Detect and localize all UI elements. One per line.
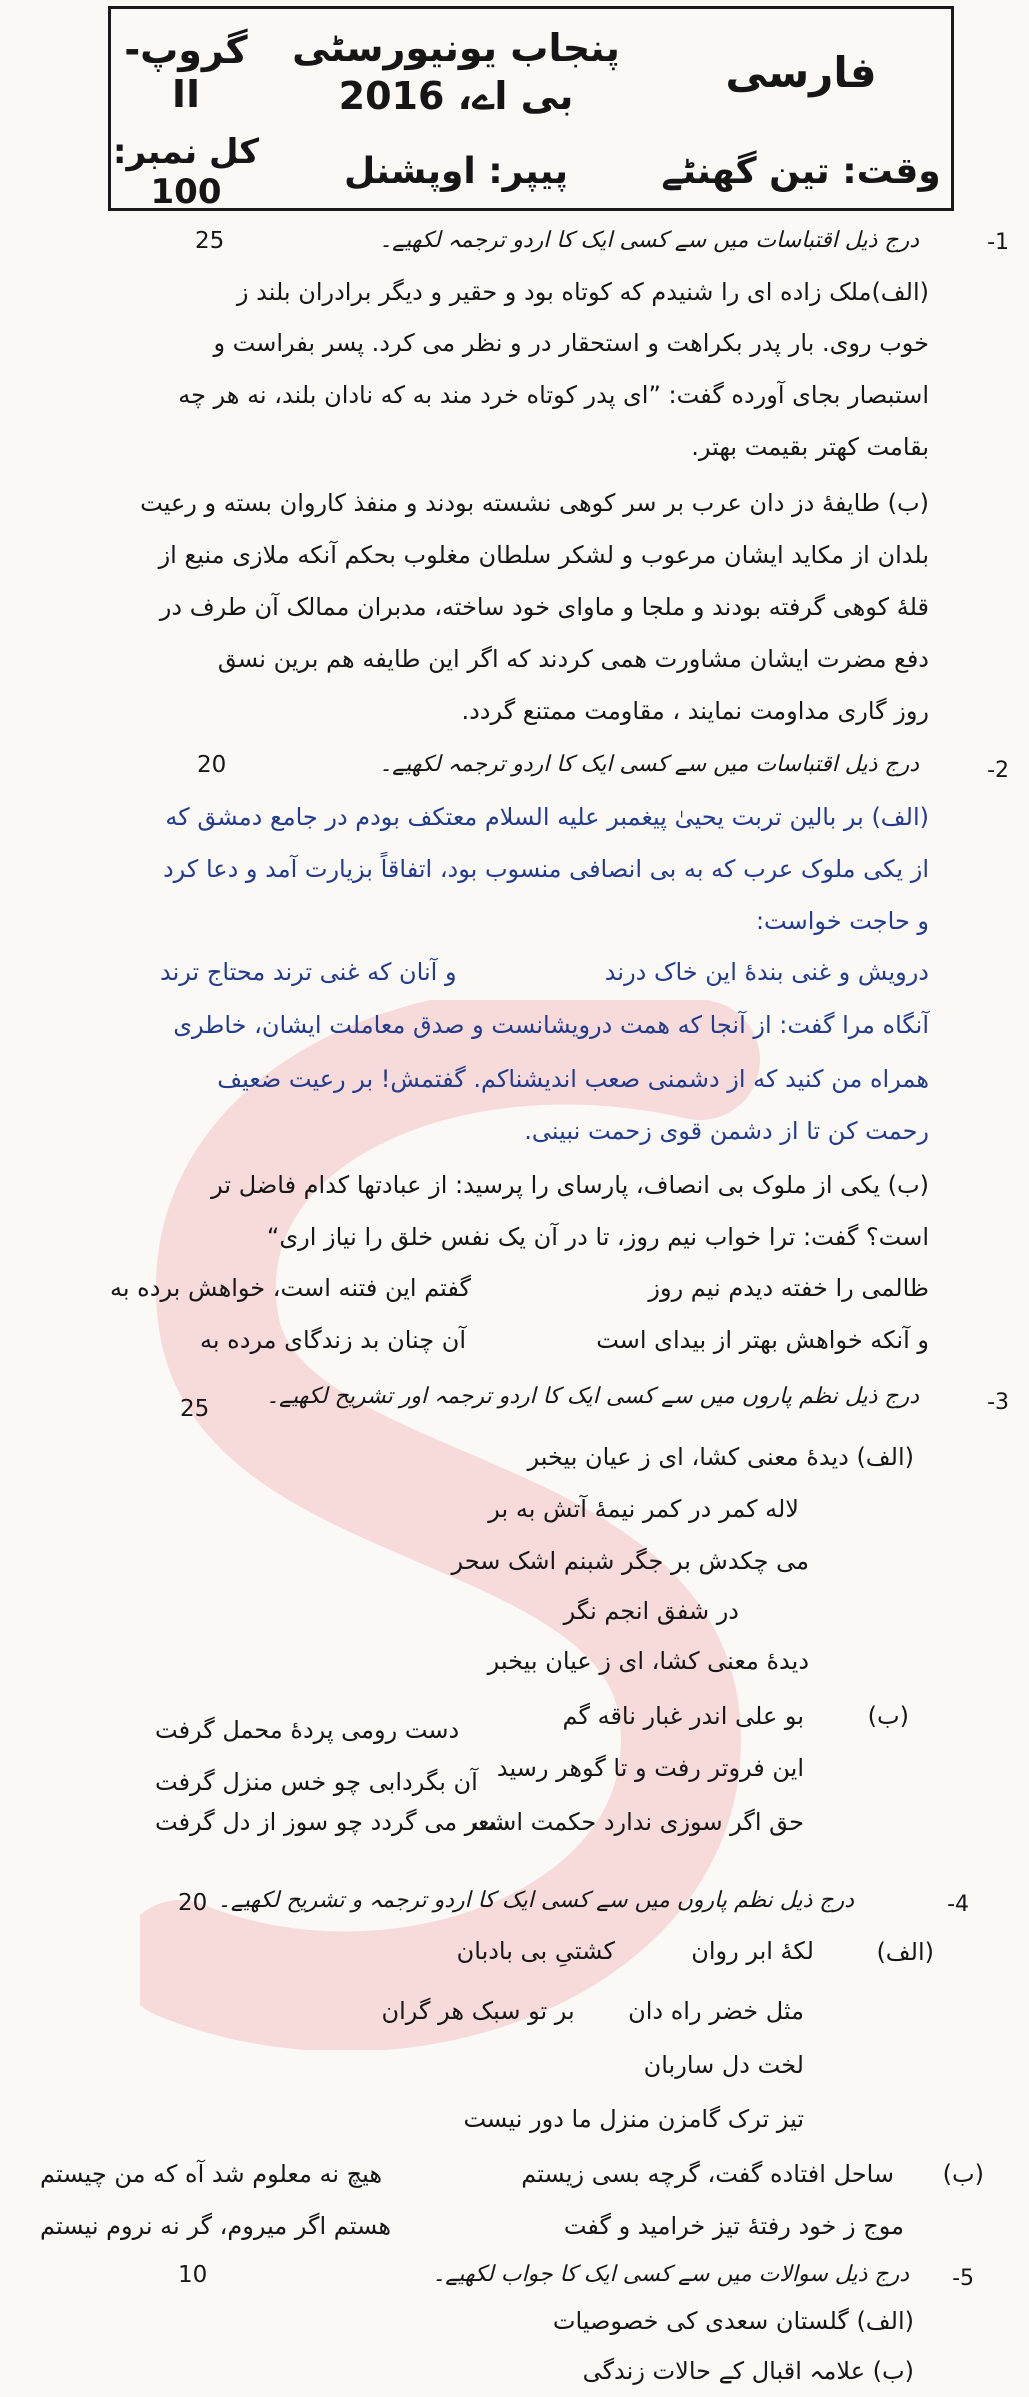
passage-line: همراه من کنید که از دشمنی صعب اندیشناکم. گفتمش! بر رعیت ضعیف bbox=[217, 1065, 929, 1093]
question-number: -3 bbox=[987, 1390, 1009, 1415]
verse-left: و آنان که غنی ترند محتاج ترند bbox=[160, 958, 457, 986]
verse-right: ظالمی را خفته دیدم نیم روز bbox=[648, 1274, 929, 1302]
verse-left: آن بگردابی چو خس منزل گرفت bbox=[155, 1768, 478, 1796]
answer-topic: (الف) گلستان سعدی کی خصوصیات bbox=[552, 2307, 914, 2335]
question-number: -1 bbox=[987, 230, 1009, 255]
verse-right: ساحل افتاده گفت، گرچه بسی زیستم bbox=[521, 2160, 894, 2188]
poem-line: می چکدش بر جگر شبنم اشک سحر bbox=[451, 1547, 809, 1575]
question-number: -5 bbox=[952, 2266, 974, 2291]
passage-line: رحمت کن تا از دشمن قوی زحمت نبینی. bbox=[524, 1117, 929, 1145]
question-marks: 20 bbox=[197, 752, 227, 778]
question-instruction: درج ذیل نظم پاروں میں سے کسی ایک کا اردو ترجمہ و تشریح لکھیے۔ bbox=[217, 1888, 854, 1913]
passage-line: بلدان از مکاید ایشان مرعوب و لشکر سلطان مغلوب بحکم آنکه ملازی منیع از bbox=[158, 541, 929, 569]
paper-cell bbox=[261, 135, 651, 208]
exam-header-table bbox=[108, 6, 954, 211]
poem-line: تیز ترک گامزن منزل ما دور نیست bbox=[463, 2105, 804, 2133]
verse-right: درویش و غنی بندهٔ این خاک درند bbox=[604, 958, 929, 986]
subject-cell bbox=[651, 9, 951, 135]
verse-left: آن چنان بد زندگای مرده به bbox=[200, 1326, 467, 1354]
answer-topic: (ب) علامہ اقبال کے حالات زندگی bbox=[582, 2357, 914, 2385]
group-label: گروپ-II bbox=[124, 28, 248, 116]
question-instruction: درج ذیل نظم پاروں میں سے کسی ایک کا اردو ترجمہ اور تشریح لکھیے۔ bbox=[266, 1384, 919, 1409]
poem-line: (الف) دیدهٔ معنی کشا، ای ز عیان بیخبر bbox=[527, 1443, 914, 1471]
verse-left: شعر می گردد چو سوز از دل گرفت bbox=[155, 1808, 510, 1836]
verse-right: بو علی اندر غبار ناقه گم bbox=[562, 1702, 804, 1730]
verse-left: گفتم این فتنه است، خواهش برده به bbox=[110, 1274, 471, 1302]
passage-line: است؟ گفت: ترا خواب نیم روز، تا در آن یک نفس خلق را نیاز اری“ bbox=[266, 1223, 929, 1251]
passage-line: خوب روی. بار پدر بکراهت و استحقار در و نظر می کرد. پسر بفراست و bbox=[213, 329, 929, 357]
verse-right: حق اگر سوزی ندارد حکمت است bbox=[472, 1808, 804, 1836]
passage-line: استبصار بجای آورده گفت: ”ای پدر کوتاه خرد مند به که نادان بلند، نه هر چه bbox=[178, 381, 929, 409]
group-cell bbox=[111, 9, 261, 135]
poem-line: در شفق انجم نگر bbox=[563, 1597, 739, 1625]
passage-line: آنگاه مرا گفت: از آنجا که همت درویشانست و صدق معاملت ایشان، خاطری bbox=[173, 1011, 929, 1039]
poem-line: دیدهٔ معنی کشا، ای ز عیان بیخبر bbox=[487, 1647, 809, 1675]
paper-label: پیپر: اوپشنل bbox=[344, 151, 568, 192]
question-number: -4 bbox=[947, 1892, 969, 1917]
passage-line: (الف)ملک زاده ای را شنیدم که کوتاه بود و حقیر و دیگر برادران بلند ز bbox=[236, 278, 929, 306]
verse-left: هیچ نه معلوم شد آه که من چیستم bbox=[40, 2160, 383, 2188]
question-marks: 25 bbox=[180, 1396, 210, 1422]
poem-line: لکهٔ ابر روان کشتیِ بی بادبان bbox=[456, 1937, 814, 1965]
passage-line: قلهٔ کوهی گرفته بودند و ملجا و ماوای خود ساخته، مدبران ممالک آن طرف در bbox=[159, 593, 929, 621]
poem-line: لاله کمر در کمر نیمهٔ آتش به بر bbox=[488, 1495, 799, 1523]
total-marks-cell bbox=[111, 131, 261, 212]
passage-line: و حاجت خواست: bbox=[755, 907, 929, 935]
time-label: وقت: تین گھنٹے bbox=[661, 151, 941, 192]
sub-label: (ب) bbox=[942, 2160, 984, 2188]
university-name: پنجاب یونیورسٹی bbox=[292, 26, 620, 70]
verse-left: دست رومی پردهٔ محمل گرفت bbox=[155, 1716, 460, 1744]
question-number: -2 bbox=[987, 758, 1009, 783]
sub-label: (الف) bbox=[876, 1938, 934, 1966]
subject-title: فارسی bbox=[725, 47, 877, 97]
passage-line: (ب) یکی از ملوک بی انصاف، پارسای را پرسید: از عبادتها کدام فاضل تر bbox=[211, 1171, 929, 1199]
time-cell bbox=[651, 135, 951, 208]
passage-line: از یکی ملوک عرب که به بی انصافی منسوب بود، اتفاقاً بزیارت آمد و دعا کرد bbox=[162, 855, 929, 883]
passage-line: روز گاری مداومت نمایند ، مقاومت ممتنع گردد. bbox=[461, 697, 929, 725]
passage-line: دفع مضرت ایشان مشاورت همی کردند که اگر این طایفه هم برین نسق bbox=[217, 645, 929, 673]
question-marks: 25 bbox=[195, 228, 225, 254]
verse-left: هستم اگر میروم، گر نه نروم نیستم bbox=[40, 2212, 392, 2240]
verse-right: موج ز خود رفتهٔ تیز خرامید و گفت bbox=[563, 2212, 904, 2240]
university-cell bbox=[261, 9, 651, 135]
poem-line: لخت دل ساربان bbox=[643, 2051, 804, 2079]
passage-line: بقامت کهتر بقیمت بهتر. bbox=[691, 433, 929, 461]
sub-label: (ب) bbox=[867, 1702, 909, 1730]
passage-line: (الف) بر بالین تربت یحییٰ پیغمبر علیه السلام معتکف بودم در جامع دمشق که bbox=[165, 803, 929, 831]
question-marks: 20 bbox=[178, 1890, 208, 1916]
exam-name: بی اے، 2016 bbox=[338, 74, 574, 118]
verse-right: و آنکه خواهش بهتر از بیدای است bbox=[596, 1326, 929, 1354]
total-marks-label: کل نمبر: 100 bbox=[112, 131, 260, 212]
passage-line: (ب) طایفهٔ دز دان عرب بر سر کوهی نشسته بودند و منفذ کاروان بسته و رعیت bbox=[140, 489, 929, 517]
question-instruction: درج ذیل اقتباسات میں سے کسی ایک کا اردو ترجمہ لکھیے۔ bbox=[379, 228, 919, 253]
poem-line: مثل خضر راه دان بر تو سبک هر گران bbox=[381, 1997, 804, 2025]
question-marks: 10 bbox=[178, 2262, 208, 2288]
question-instruction: درج ذیل اقتباسات میں سے کسی ایک کا اردو ترجمہ لکھیے۔ bbox=[379, 752, 919, 777]
question-instruction: درج ذیل سوالات میں سے کسی ایک کا جواب لکھیے۔ bbox=[432, 2262, 909, 2287]
verse-right: این فروتر رفت و تا گوهر رسید bbox=[496, 1754, 804, 1782]
